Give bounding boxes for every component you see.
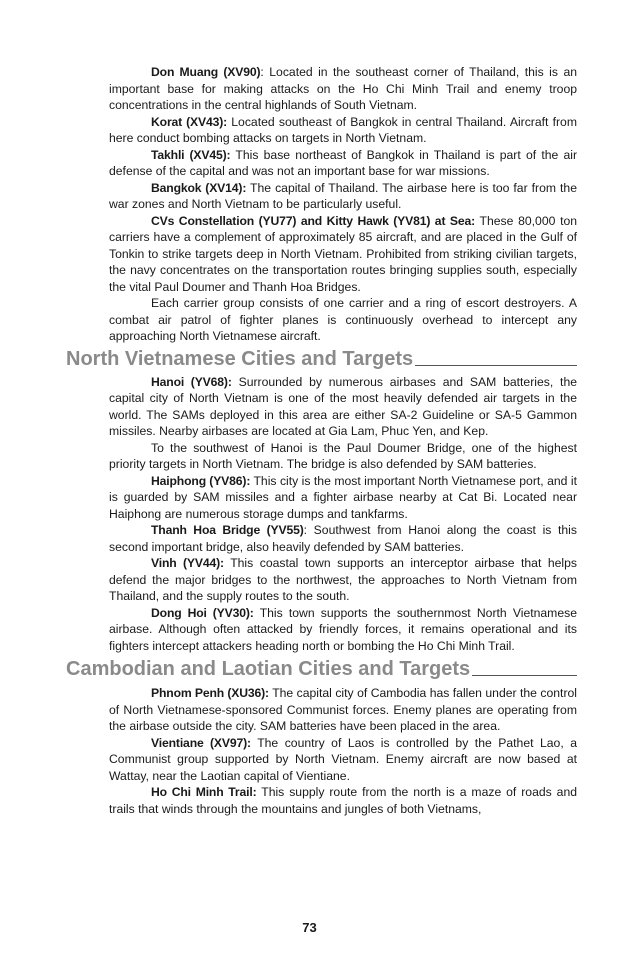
entry-term: Haiphong (YV86):: [151, 473, 251, 488]
paragraph-text: To the southwest of Hanoi is the Paul Doumer Bridge, one of the highest priority targets in North Vietnam. The bridge is also defended by SAM batteries.: [109, 440, 577, 471]
entry-term: Thanh Hoa Bridge (YV55): [151, 523, 304, 537]
entry-term: Hanoi (YV68):: [151, 374, 232, 389]
entry-term: Phnom Penh (XU36):: [151, 686, 269, 700]
entry-takhli: [109, 147, 577, 180]
entry-don-muang: [109, 64, 577, 114]
entry-text: This base northeast of Bangkok in Thailand is part of the air defense of the capital and was not an important base for war missions.: [109, 147, 578, 178]
entry-term: Dong Hoi (YV30):: [151, 605, 254, 620]
entry-text: Located in the southeast corner of Thailand, this is an important base for making attacks on the Ho Chi Minh Trail and enemy troop concentrations in the central highlands of South Vietnam.: [109, 65, 577, 112]
entry-text: The country of Laos is controlled by the Pathet Lao, a Communist group supported by North Vietnam. Enemy aircraft are now based at Wattay, near the Laotian capital of Vientiane.: [109, 735, 577, 783]
entry-haiphong: [109, 473, 577, 523]
section-heading-text: Cambodian and Laotian Cities and Targets: [66, 658, 471, 680]
entry-vientiane: [109, 735, 577, 785]
entry-hanoi: [109, 374, 577, 440]
page-number: 73: [302, 920, 317, 935]
entry-term: Korat (XV43):: [151, 114, 228, 129]
entry-ho-chi-minh-trail: [109, 784, 577, 817]
entry-term: CVs Constellation (YU77) and Kitty Hawk (YV81) at Sea:: [151, 213, 476, 228]
entry-term: Vinh (YV44):: [151, 556, 224, 570]
entry-separator: [232, 375, 239, 389]
heading-rule: [472, 675, 577, 676]
entry-text: Southwest from Hanoi along the coast is this second important bridge, also heavily defended by SAM batteries.: [109, 523, 577, 554]
entry-term: Don Muang (XV90): [151, 65, 261, 79]
entry-korat: [109, 114, 577, 147]
paragraph-text: Each carrier group consists of one carrier and a ring of escort destroyers. A combat air patrol of fighter planes is continuously overhead to intercept any approaching North Vietnamese aircraft.: [109, 296, 577, 343]
section-heading-north-vietnam: [66, 347, 577, 371]
entry-term: Bangkok (XV14):: [151, 180, 247, 195]
entry-text: This city is the most important North Vietnamese port, and it is guarded by SAM missiles and a fighter airbase nearby at Cat Bi. Located near Haiphong are numerous storage dumps and tankfarms.: [109, 473, 577, 521]
entry-term: Takhli (XV45):: [151, 147, 231, 162]
paragraph-paul-doumer: [109, 440, 577, 473]
entry-term: Vientiane (XV97):: [151, 735, 251, 750]
entry-text: This town supports the southernmost North Vietnamese airbase. Although often attacked by friendly forces, it remains operational and its fighters intercept attackers heading north or bombing the Ho Chi Minh Trail.: [109, 605, 577, 653]
entry-bangkok: [109, 180, 577, 213]
entry-carriers: [109, 213, 577, 296]
section-heading-text: North Vietnamese Cities and Targets: [66, 347, 414, 370]
text-column: [66, 64, 578, 817]
entry-vinh: [109, 555, 577, 605]
entry-text: The capital city of Cambodia has fallen under the control of North Vietnamese-sponsored Communist forces. Enemy planes are operating from the airbase outside the city. SAM batteries have been placed in the area.: [109, 686, 577, 733]
paragraph-carrier-group: [109, 295, 577, 345]
section-heading-cambodia-laos: [66, 657, 577, 681]
airbase-entries: [109, 64, 577, 345]
entry-text: These 80,000 ton carriers have a complement of approximately 85 aircraft, and are placed in the Gulf of Tonkin to strike targets deep in North Vietnam. Prohibited from striking civilian targets, the navy concentrates on the transportation routes bringing supplies south, especially the vital Paul Doumer and Thanh Hoa Bridges.: [109, 213, 578, 294]
entry-phnom-penh: [109, 685, 577, 735]
north-vietnam-entries: [109, 374, 577, 655]
cambodia-laos-entries: [109, 685, 577, 817]
entry-text: Surrounded by numerous airbases and SAM batteries, the capital city of North Vietnam is one of the most heavily defended air targets in the world. The SAMs deployed in this area are either SA-2 Guideline or SA-5 Gammon missiles. Nearby airbases are located at Gia Lam, Phuc Yen, and Kep.: [109, 374, 577, 438]
entry-dong-hoi: [109, 605, 577, 655]
entry-text: Located southeast of Bangkok in central Thailand. Aircraft from here conduct bombing attacks on targets in North Vietnam.: [109, 114, 577, 145]
entry-separator: :: [303, 523, 314, 537]
heading-rule: [415, 365, 577, 366]
entry-separator: :: [260, 65, 270, 79]
entry-text: The capital of Thailand. The airbase here is too far from the war zones and North Vietnam to be particularly useful.: [109, 180, 577, 211]
entry-thanh-hoa: [109, 522, 577, 555]
entry-term: Ho Chi Minh Trail:: [151, 785, 257, 799]
entry-text: This supply route from the north is a maze of roads and trails that winds through the mountains and jungles of both Vietnams,: [109, 785, 577, 816]
entry-text: This coastal town supports an interceptor airbase that helps defend the major bridges to the northwest, the approaches to North Vietnam from Thailand, and the supply routes to the south.: [109, 556, 577, 603]
